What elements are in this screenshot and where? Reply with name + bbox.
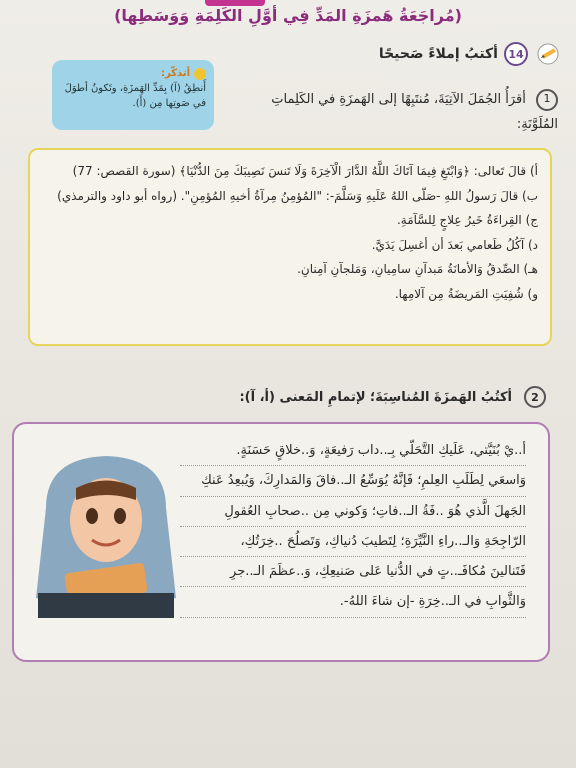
question-1-number: 1	[536, 89, 558, 111]
pencil-icon	[534, 43, 562, 65]
exercise-line[interactable]: وَاسعَي لِطَلَبِ العِلمِ؛ فَإنَّهُ يُوَسِّعُ الـ..فاقَ وَالمَدارِكَ، وَيُبعِدُ عَنكِ	[180, 466, 526, 496]
remember-text: أَنطِقُ (آ) بِمَدِّ الهَمزَةِ، وتَكونُ أطوَلَ في صَوتِها مِن (أَ).	[64, 83, 206, 109]
remember-title-row	[60, 66, 206, 81]
sentence-a: أ) قالَ تَعالى: ﴿وَابْتَغِ فِيمَا آتَاكَ اللَّهُ الدَّارَ الْآخِرَةَ وَلَا تَنسَ نَصِيبَكَ مِنَ الدُّنْيَا﴾ (سورة القصص: 77)	[72, 164, 538, 178]
question-1	[238, 88, 558, 137]
section-number: 14	[504, 42, 528, 66]
girl-reading-illustration	[26, 448, 186, 618]
sentence-c: ج) القِراءَةُ خَيرُ عِلاجٍ لِلسَّآمَةِ.	[396, 213, 538, 228]
remember-title: أتذكّر:	[161, 68, 190, 79]
remember-note	[52, 60, 214, 130]
sentence-d: د) آكُلُ طَعامي بَعدَ أن أغسِلَ يَدَيَّ.	[371, 237, 538, 252]
exercise-text	[180, 436, 532, 618]
sentence-e: هـ) الصِّدقُ وَالأمانَةُ مَبدآنِ سامِيانِ، وَمَلجآنِ آمِنانِ.	[297, 262, 538, 277]
lightbulb-icon	[194, 68, 206, 80]
sentences-box	[28, 148, 552, 346]
section-heading	[379, 42, 562, 66]
section-title: أكتبُ إملاءً صَحيحًا	[378, 46, 498, 62]
sentence-f: و) شُفِيَتِ المَريضَةُ مِن آلامِها.	[394, 286, 538, 301]
exercise-line[interactable]: أ..يْ بُنَيَّتي، عَلَيكِ التَّحَلّي بِـ..داب رَفيعَةٍ، وَ..خلاقٍ حَسَنَةٍ.	[180, 436, 526, 466]
question-1-text: أقرَأُ الجُمَلَ الآتِيَةَ، مُنتَبِهًا إلى الهَمزَةِ في الكَلِماتِ المُلَوَّنَةِ:	[271, 92, 558, 132]
exercise-line[interactable]: فَتَنالينَ مُكافَـ..تٍ في الدُّنيا عَلى صَنيعِكِ، وَ..عظَمَ الـ..جرِ	[180, 557, 526, 587]
exercise-line[interactable]: الجَهلَ الَّذي هُوَ ..فَةُ الـ..فاتِ؛ وَكوني مِن ..صحابِ العُقولِ	[180, 497, 526, 527]
question-2	[239, 386, 546, 408]
page-title: (مُراجَعَةُ هَمزَةِ المَدِّ فِي أوَّلِ الكَلِمَةِ وَوَسَطِها)	[114, 6, 462, 25]
exercise-line[interactable]: وَالثَّوابِ في الـ..خِرَةِ -إن شاءَ اللهُ-.	[180, 587, 526, 617]
question-2-text: أكتُبُ الهَمزَةَ المُناسِبَةَ؛ لإتمامِ المَعنى (أ، آ):	[239, 389, 512, 405]
sentence-b: ب) قالَ رَسولُ اللهِ -صَلّى اللهُ عَلَيهِ وَسَلَّمَ-: "المُؤمِنُ مِرآةُ أخيهِ المُؤمِنِ". (رواه أبو داود والترمذي)	[57, 188, 538, 203]
question-2-number: 2	[524, 386, 546, 408]
exercise-line[interactable]: الرّاجِحَةِ وَالـ..راءِ النَّيِّرَةِ؛ لِتَطيبَ دُنياكِ، وَتَصلُحَ ..خِرَتُكِ،	[180, 527, 526, 557]
